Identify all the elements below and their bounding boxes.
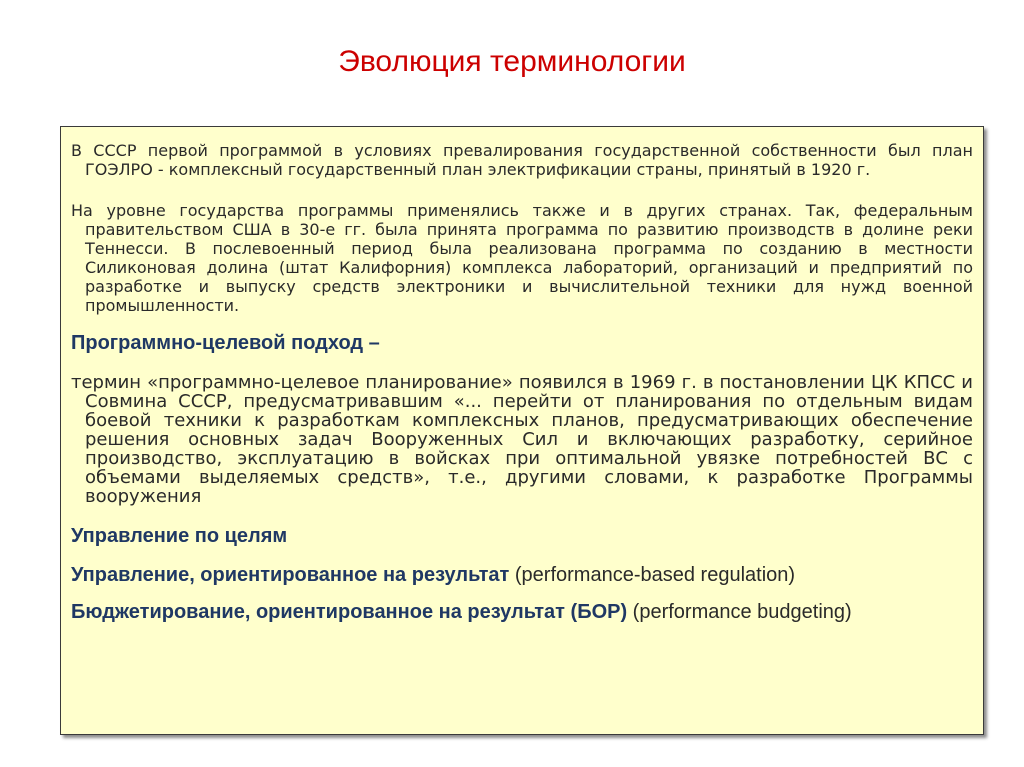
results-management-english: (performance-based regulation) xyxy=(509,564,796,586)
performance-budgeting-bold: Бюджетирование, ориентированное на результат (БОР) xyxy=(71,601,628,623)
approach-heading: Программно-целевой подход – xyxy=(71,332,380,354)
management-by-objectives-heading: Управление по целям xyxy=(71,525,288,547)
results-management-bold: Управление, ориентированное на результат xyxy=(71,564,510,586)
paragraph-goelro: В СССР первой программой в условиях превалирования государственной собственности был план ГОЭЛРО - комплексный государственный план электрификации страны, принятый в 1920 г. xyxy=(71,141,973,179)
paragraph-term-definition: термин «программно-целевое планирование» появился в 1969 г. в постановлении ЦК КПСС и Совмина СССР, предусматривавшим «... перейти от планирования по отдельным видам боевой техники к разработкам комплексных планов, предусматривающих обеспечение решения основных задач Вооруженных Сил и включающих разработку, серийное производство, эксплуатацию в войсках при оптимальной увязке потребностей ВС с объемами выделяемых средств», т.е., другими словами, к разработке Программы вооружения xyxy=(71,372,973,507)
performance-budgeting-english: (performance budgeting) xyxy=(627,601,852,623)
content-box xyxy=(60,126,984,735)
paragraph-other-countries: На уровне государства программы применялись также и в других странах. Так, федеральным правительством США в 30-е гг. была принята программа по развитию производств в долине реки Теннесси. В послевоенный период была реализована программа по созданию в местности Силиконовая долина (штат Калифорния) комплекса лабораторий, организаций и предприятий по разработке и выпуску средств электроники и вычислительной техники для нужд военной промышленности. xyxy=(71,201,973,315)
slide-title: Эволюция терминологии xyxy=(338,45,686,78)
results-management-line xyxy=(71,563,973,587)
performance-budgeting-line xyxy=(71,602,973,622)
